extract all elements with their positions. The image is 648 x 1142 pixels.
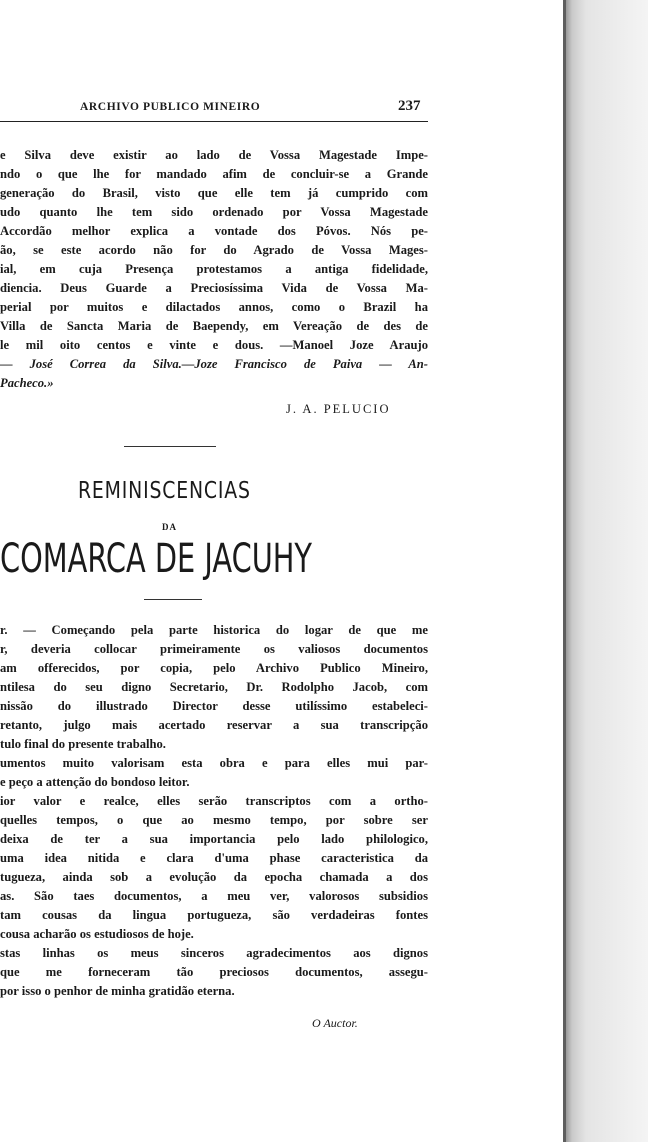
section-divider <box>124 446 216 447</box>
body-line: ior valor e realce, elles serão transcriptos com a ortho- <box>0 794 428 808</box>
header-rule <box>0 121 428 122</box>
body-line: stas linhas os meus sinceros agradecimentos aos dignos <box>0 946 428 960</box>
letter-signature: J. A. PELUCIO <box>286 402 391 416</box>
body-line: retanto, julgo mais acertado reservar a sua transcripção <box>0 718 428 732</box>
body-line: por isso o penhor de minha gratidão eterna. <box>0 984 235 998</box>
letter-line: diencia. Deus Guarde a Preciosíssima Vida de Vossa Ma- <box>0 281 428 295</box>
letter-line: generação do Brasil, visto que elle tem já cumprido com <box>0 186 428 200</box>
body-line: am offerecidos, por copia, pelo Archivo Publico Mineiro, <box>0 661 428 675</box>
chapter-title: REMINISCENCIAS <box>78 478 251 504</box>
letter-line: — José Correa da Silva.—Joze Francisco de Paiva — An- <box>0 357 428 371</box>
running-title: ARCHIVO PUBLICO MINEIRO <box>80 101 261 113</box>
letter-line: le mil oito centos e vinte e dous. —Manoel Joze Araujo <box>0 338 428 352</box>
letter-line: ial, em cuja Presença protestamos a antiga fidelidade, <box>0 262 428 276</box>
body-line: deixa de ter a sua importancia pelo lado philologico, <box>0 832 428 846</box>
body-line: tulo final do presente trabalho. <box>0 737 166 751</box>
letter-line: udo quanto lhe tem sido ordenado por Vossa Magestade <box>0 205 428 219</box>
letter-line: perial por muitos e dilactados annos, como o Brazil ha <box>0 300 428 314</box>
title-rule <box>144 599 202 600</box>
body-line: que me forneceram tão preciosos documentos, assegu- <box>0 965 428 979</box>
body-line: tugueza, ainda sob a evolução da epocha chamada a dos <box>0 870 428 884</box>
body-line: uma idea nitida e clara d'uma phase caracteristica da <box>0 851 428 865</box>
body-line: ntilesa do seu digno Secretario, Dr. Rodolpho Jacob, com <box>0 680 428 694</box>
letter-line: Villa de Sancta Maria de Baependy, em Vereação de des de <box>0 319 428 333</box>
body-line: quelles tempos, o que ao mesmo tempo, por sobre ser <box>0 813 428 827</box>
body-line: e peço a attenção do bondoso leitor. <box>0 775 190 789</box>
body-line: as. São taes documentos, a meu ver, valorosos subsidios <box>0 889 428 903</box>
letter-line: Accordão melhor explica a vontade dos Póvos. Nós pe- <box>0 224 428 238</box>
book-gutter-shadow <box>566 0 648 1142</box>
author-signature: O Auctor. <box>312 1016 358 1030</box>
letter-line: ndo o que lhe for mandado afim de concluir-se a Grande <box>0 167 428 181</box>
body-line: r. — Começando pela parte historica do logar de que me <box>0 623 428 637</box>
body-line: r, deveria collocar primeiramente os valiosos documentos <box>0 642 428 656</box>
letter-line: Pacheco.» <box>0 376 54 390</box>
body-line: tam cousas da lingua portugueza, são verdadeiras fontes <box>0 908 428 922</box>
body-line: cousa acharão os estudiosos de hoje. <box>0 927 194 941</box>
page-number: 237 <box>398 98 421 114</box>
body-line: nissão do illustrado Director desse utilíssimo estabeleci- <box>0 699 428 713</box>
body-line: umentos muito valorisam esta obra e para elles mui par- <box>0 756 428 770</box>
chapter-title-connector: DA <box>162 522 177 532</box>
letter-line: e Silva deve existir ao lado de Vossa Magestade Impe- <box>0 148 428 162</box>
letter-line: ão, se este acordo não for do Agrado de Vossa Mages- <box>0 243 428 257</box>
chapter-subtitle: COMARCA DE JACUHY <box>0 536 313 582</box>
